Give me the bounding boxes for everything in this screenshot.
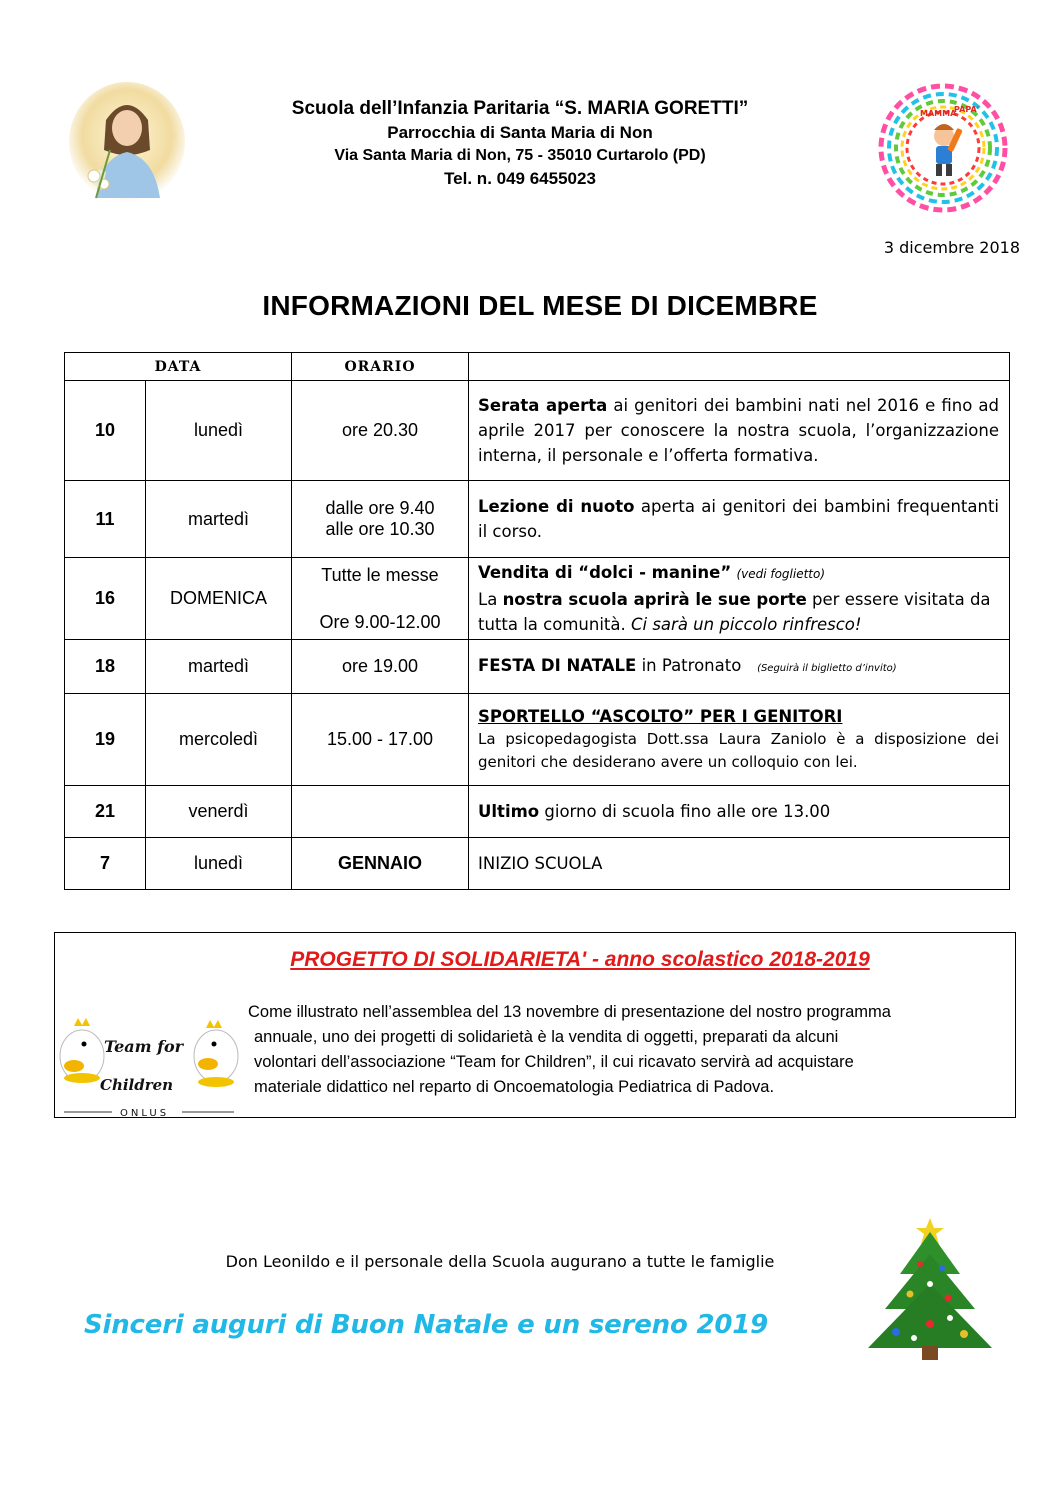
row-description <box>469 786 1010 838</box>
school-address: Via Santa Maria di Non, 75 - 35010 Curtarolo (PD) <box>334 147 706 164</box>
desc-text: ai genitori dei bambini nati nel 2016 e fino ad aprile 2017 per conoscere la nostra scuola, l’organizzazione interna, il personale e l’offerta formativa. <box>478 396 999 465</box>
row-time <box>292 786 469 838</box>
solidarity-text <box>248 1000 1008 1100</box>
saint-portrait-logo <box>66 80 188 204</box>
row-time: ore 19.00 <box>292 640 469 694</box>
school-phone: Tel. n. 049 6455023 <box>444 169 596 188</box>
row-time: ore 20.30 <box>292 381 469 481</box>
table-row <box>65 640 1010 694</box>
time-line-1: Tutte le messe <box>321 564 439 585</box>
header-time: ORARIO <box>292 353 469 381</box>
desc-text: giorno di scuola fino alle ore 13.00 <box>539 802 831 821</box>
table-row <box>65 786 1010 838</box>
christmas-tree-icon <box>860 1214 1000 1364</box>
logo-word-papa: PAPA' <box>954 105 980 114</box>
desc-bold: Ultimo <box>478 802 540 821</box>
desc-text: La psicopedagogista Dott.ssa Laura Zaniolo è a disposizione dei genitori che desiderano avere un colloquio con lei. <box>478 730 999 771</box>
schedule-table <box>64 352 1010 890</box>
logo-word-mamma: MAMMA <box>920 109 957 118</box>
row-weekday: lunedì <box>146 838 292 890</box>
table-row <box>65 481 1010 558</box>
row-time: GENNAIO <box>292 838 469 890</box>
duck-icon <box>194 1020 238 1087</box>
row-weekday: martedì <box>146 481 292 558</box>
row-time <box>292 481 469 558</box>
duck-icon <box>60 1018 104 1083</box>
row-day: 10 <box>65 381 146 481</box>
time-line-2: Ore 9.00-12.00 <box>319 611 441 632</box>
school-name: Scuola dell’Infanzia Paritaria “S. MARIA GORETTI” <box>291 98 749 119</box>
desc-bold: Lezione di nuoto <box>478 497 635 516</box>
row-day: 7 <box>65 838 146 890</box>
row-day: 18 <box>65 640 146 694</box>
desc-bold: FESTA DI NATALE <box>478 655 637 675</box>
desc-bold: Vendita di “dolci - manine” <box>478 563 732 582</box>
desc-heading: SPORTELLO “ASCOLTO” PER I GENITORI <box>478 707 843 726</box>
row-weekday: DOMENICA <box>146 558 292 640</box>
row-description <box>469 694 1010 786</box>
desc-note: (Seguirà il biglietto d’invito) <box>757 662 897 674</box>
row-weekday: venerdì <box>146 786 292 838</box>
row-weekday: lunedì <box>146 381 292 481</box>
solidarity-title: PROGETTO DI SOLIDARIETA' - anno scolastico 2018-2019 <box>290 948 870 971</box>
desc-pre: La <box>478 590 503 609</box>
desc-text: per essere visitata da tutta la comunità. <box>478 590 991 634</box>
row-day: 21 <box>65 786 146 838</box>
solidarity-line: materiale didattico nel reparto di Oncoematologia Pediatrica di Padova. <box>254 1078 775 1096</box>
document-date: 3 dicembre 2018 <box>883 238 1020 257</box>
table-row <box>65 838 1010 890</box>
row-day: 19 <box>65 694 146 786</box>
table-header-row <box>65 353 1010 381</box>
colorful-circle-logo <box>862 78 1024 218</box>
solidarity-line: Come illustrato nell’assemblea del 13 novembre di presentazione del nostro programma <box>248 1003 891 1021</box>
solidarity-line: volontari dell’associazione “Team for Children”, il cui ricavato servirà ad acquistare <box>254 1053 854 1071</box>
row-description: INIZIO SCUOLA <box>469 838 1010 890</box>
time-line-1: dalle ore 9.40 <box>325 498 435 518</box>
row-description <box>469 481 1010 558</box>
logo-team-for: Team for <box>104 1037 184 1056</box>
page-title: INFORMAZIONI DEL MESE DI DICEMBRE <box>262 290 818 321</box>
desc-italic: Ci sarà un piccolo rinfresco! <box>630 615 862 634</box>
logo-children: Children <box>100 1076 174 1094</box>
row-weekday: mercoledì <box>146 694 292 786</box>
desc-bold: Serata aperta <box>478 396 608 415</box>
greeting-text: Don Leonildo e il personale della Scuola augurano a tutte le famiglie <box>225 1252 775 1271</box>
desc-text: aperta ai genitori dei bambini frequentanti il corso. <box>478 497 1000 541</box>
header-date: DATA <box>65 353 292 381</box>
time-line-2: alle ore 10.30 <box>325 519 435 539</box>
row-day: 11 <box>65 481 146 558</box>
row-description <box>469 558 1010 640</box>
christmas-wishes: Sinceri auguri di Buon Natale e un sereno 2019 <box>84 1310 769 1340</box>
table-row <box>65 694 1010 786</box>
team-for-children-logo <box>54 1016 244 1120</box>
desc-bold-2: nostra scuola aprirà le sue porte <box>502 590 807 609</box>
row-day: 16 <box>65 558 146 640</box>
solidarity-line: annuale, uno dei progetti di solidarietà è la vendita di oggetti, preparati da alcuni <box>254 1028 839 1046</box>
logo-onlus: ONLUS <box>120 1108 170 1119</box>
header-description <box>469 353 1010 381</box>
desc-note: (vedi foglietto) <box>736 567 826 581</box>
table-row <box>65 381 1010 481</box>
row-description <box>469 381 1010 481</box>
table-row <box>65 558 1010 640</box>
row-time: 15.00 - 17.00 <box>292 694 469 786</box>
parish-name: Parrocchia di Santa Maria di Non <box>387 123 653 142</box>
desc-text: in Patronato <box>636 655 742 675</box>
row-description <box>469 640 1010 694</box>
row-time <box>292 558 469 640</box>
row-weekday: martedì <box>146 640 292 694</box>
